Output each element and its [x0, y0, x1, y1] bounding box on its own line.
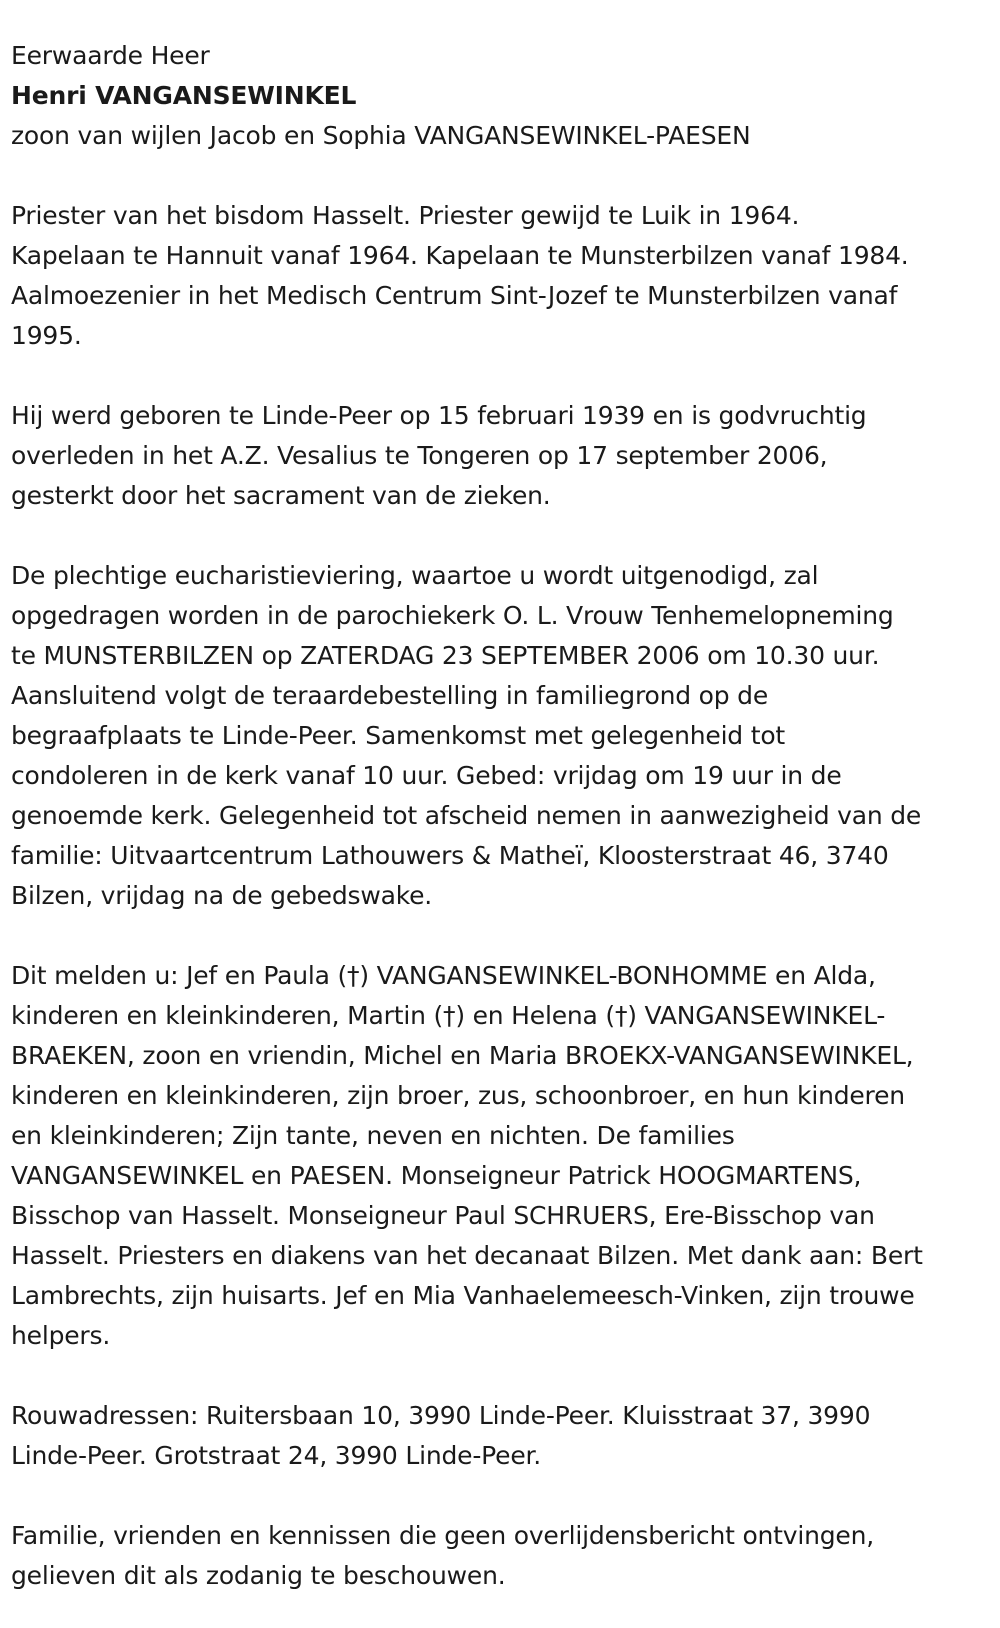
text-line: BRAEKEN, zoon en vriendin, Michel en Maria BROEKX-VANGANSEWINKEL,: [11, 1041, 914, 1070]
text-line: Rouwadressen: Ruitersbaan 10, 3990 Linde-Peer. Kluisstraat 37, 3990: [11, 1401, 871, 1430]
spacer: [11, 916, 990, 956]
text-line: Bilzen, vrijdag na de gebedswake.: [11, 881, 433, 910]
salutation: Eerwaarde Heer: [11, 41, 210, 70]
spacer: [11, 356, 990, 396]
paragraph-career: [11, 196, 990, 356]
spacer: [11, 1356, 990, 1396]
paragraph-addresses: [11, 1396, 990, 1476]
text-line: condoleren in de kerk vanaf 10 uur. Gebed: vrijdag om 19 uur in de: [11, 761, 842, 790]
text-line: helpers.: [11, 1321, 111, 1350]
text-line: Lambrechts, zijn huisarts. Jef en Mia Vanhaelemeesch-Vinken, zijn trouwe: [11, 1281, 915, 1310]
paragraph-funeral: [11, 556, 990, 916]
text-line: overleden in het A.Z. Vesalius te Tongeren op 17 september 2006,: [11, 441, 828, 470]
text-line: Linde-Peer. Grotstraat 24, 3990 Linde-Peer.: [11, 1441, 542, 1470]
text-line: Kapelaan te Hannuit vanaf 1964. Kapelaan te Munsterbilzen vanaf 1984.: [11, 241, 909, 270]
text-line: Familie, vrienden en kennissen die geen overlijdensbericht ontvingen,: [11, 1521, 875, 1550]
text-line: kinderen en kleinkinderen, Martin (†) en Helena (†) VANGANSEWINKEL-: [11, 1001, 886, 1030]
text-line: gelieven dit als zodanig te beschouwen.: [11, 1561, 506, 1590]
text-line: en kleinkinderen; Zijn tante, neven en nichten. De families: [11, 1121, 735, 1150]
text-line: Aansluitend volgt de teraardebestelling in familiegrond op de: [11, 681, 769, 710]
paragraph-birth-death: [11, 396, 990, 516]
text-line: Aalmoezenier in het Medisch Centrum Sint-Jozef te Munsterbilzen vanaf: [11, 281, 898, 310]
text-line: begraafplaats te Linde-Peer. Samenkomst met gelegenheid tot: [11, 721, 786, 750]
paragraph-announcers: [11, 956, 990, 1356]
deceased-name: Henri VANGANSEWINKEL: [11, 81, 357, 110]
parents-line: zoon van wijlen Jacob en Sophia VANGANSEWINKEL-PAESEN: [11, 121, 751, 150]
text-line: Dit melden u: Jef en Paula (†) VANGANSEWINKEL-BONHOMME en Alda,: [11, 961, 876, 990]
text-line: Priester van het bisdom Hasselt. Priester gewijd te Luik in 1964.: [11, 201, 800, 230]
text-line: De plechtige eucharistieviering, waartoe u wordt uitgenodigd, zal: [11, 561, 819, 590]
text-line: 1995.: [11, 321, 82, 350]
text-line: Bisschop van Hasselt. Monseigneur Paul SCHRUERS, Ere-Bisschop van: [11, 1201, 875, 1230]
text-line: Hasselt. Priesters en diakens van het decanaat Bilzen. Met dank aan: Bert: [11, 1241, 923, 1270]
spacer: [11, 1476, 990, 1516]
spacer: [11, 156, 990, 196]
text-line: te MUNSTERBILZEN op ZATERDAG 23 SEPTEMBER 2006 om 10.30 uur.: [11, 641, 880, 670]
text-line: kinderen en kleinkinderen, zijn broer, zus, schoonbroer, en hun kinderen: [11, 1081, 905, 1110]
text-line: VANGANSEWINKEL en PAESEN. Monseigneur Patrick HOOGMARTENS,: [11, 1161, 862, 1190]
spacer: [11, 516, 990, 556]
text-line: opgedragen worden in de parochiekerk O. L. Vrouw Tenhemelopneming: [11, 601, 894, 630]
paragraph-closing: [11, 1516, 990, 1596]
text-line: gesterkt door het sacrament van de zieken.: [11, 481, 551, 510]
text-line: Hij werd geboren te Linde-Peer op 15 februari 1939 en is godvruchtig: [11, 401, 867, 430]
text-line: genoemde kerk. Gelegenheid tot afscheid nemen in aanwezigheid van de: [11, 801, 922, 830]
text-line: familie: Uitvaartcentrum Lathouwers & Matheï, Kloosterstraat 46, 3740: [11, 841, 889, 870]
